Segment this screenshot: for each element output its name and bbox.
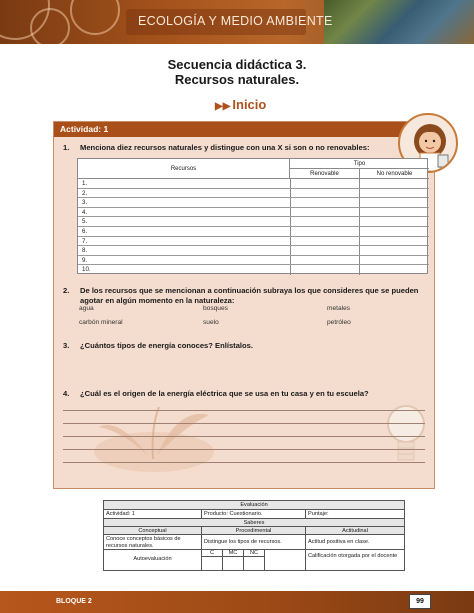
option-mc[interactable]: MC — [223, 550, 244, 557]
question-text: ¿Cuántos tipos de energía conoces? Enlístalos. — [80, 341, 254, 350]
column-header-tipo: Tipo — [290, 159, 429, 169]
word-option[interactable]: bosques — [203, 305, 228, 312]
question-number: 2. — [63, 286, 70, 295]
word-option[interactable]: carbón mineral — [79, 319, 123, 326]
row-number: 6. — [82, 228, 88, 235]
section-label: Inicio — [232, 97, 267, 112]
checkbox-mc[interactable] — [223, 557, 244, 570]
self-evaluation-label: Autoevaluación — [104, 550, 202, 570]
option-c[interactable]: C — [202, 550, 223, 557]
row-number: 10. — [82, 266, 91, 274]
swirl-decoration — [30, 8, 70, 44]
checkbox-nc[interactable] — [244, 557, 265, 570]
actitudinal-description: Actitud positiva en clase. — [306, 535, 404, 550]
table-row[interactable] — [78, 256, 429, 266]
question-number: 4. — [63, 389, 70, 398]
row-number: 8. — [82, 247, 88, 255]
word-option[interactable]: suelo — [203, 319, 219, 326]
teacher-grade-label: Calificación otorgada por el docente — [308, 553, 398, 559]
question-number: 1. — [63, 143, 70, 152]
row-number: 4. — [82, 208, 88, 216]
table-row[interactable] — [78, 265, 429, 275]
column-header-recursos: Recursos — [78, 159, 290, 179]
sequence-title: Secuencia didáctica 3. — [167, 57, 307, 72]
resources-table — [77, 158, 428, 274]
question-text-line-1: De los recursos que se mencionan a continuación subraya los que consideres que se pueden — [80, 286, 419, 295]
product-cell: Producto: Cuestionario. — [202, 510, 306, 519]
answer-line[interactable] — [63, 410, 425, 411]
block-label: BLOQUE 2 — [56, 598, 92, 605]
option-nc[interactable]: NC — [244, 550, 265, 557]
score-cell[interactable]: Puntaje: — [306, 510, 404, 519]
procedimental-header: Procedimental — [202, 527, 306, 535]
answer-line[interactable] — [63, 423, 425, 424]
answer-line[interactable] — [63, 449, 425, 450]
question-text: Menciona diez recursos naturales y distingue con una X si son o no renovables: — [80, 143, 370, 152]
word-option[interactable]: metales — [327, 305, 351, 312]
question-number: 3. — [63, 341, 70, 350]
evaluation-table — [103, 500, 405, 571]
row-number: 1. — [82, 180, 88, 187]
procedimental-description: Distingue los tipos de recursos. — [202, 535, 306, 550]
actitudinal-header: Actitudinal — [306, 527, 404, 535]
swirl-decoration — [70, 0, 120, 35]
page-number: 99 — [409, 594, 431, 609]
row-number: 3. — [82, 199, 88, 207]
question-text: ¿Cuál es el origen de la energía eléctrica que se usa en tu casa y en tu escuela? — [80, 389, 369, 398]
footer-bar — [0, 591, 474, 613]
column-header-no-renovable: No renovable — [360, 169, 429, 179]
table-row[interactable] — [78, 179, 429, 189]
table-row[interactable] — [78, 189, 429, 199]
question-2 — [63, 286, 428, 306]
row-number: 5. — [82, 218, 88, 226]
conceptual-description: Conoce conceptos básicos de recursos naturales. — [104, 535, 202, 550]
double-arrow-icon: ▶▶ — [215, 101, 231, 112]
blank-cell — [265, 550, 306, 570]
activity-label: Actividad: 1 — [54, 122, 434, 137]
nature-photo — [324, 0, 474, 44]
conceptual-header: Conceptual — [104, 527, 202, 535]
section-heading — [215, 97, 266, 112]
question-text-line-2: agotar en algún momento en la naturaleza: — [80, 296, 235, 305]
word-option[interactable]: agua — [79, 305, 94, 312]
table-row[interactable] — [78, 217, 429, 227]
column-header-renovable: Renovable — [290, 169, 360, 179]
plant-watermark — [79, 397, 229, 477]
lightbulb-watermark — [384, 402, 429, 477]
activity-cell: Actividad: 1 — [104, 510, 202, 519]
header-banner — [0, 0, 474, 44]
saberes-header: Saberes — [104, 519, 404, 527]
evaluation-title: Evaluación — [104, 501, 404, 510]
table-row[interactable] — [78, 198, 429, 208]
row-number: 2. — [82, 189, 88, 197]
table-row[interactable] — [78, 237, 429, 247]
checkbox-c[interactable] — [202, 557, 223, 570]
table-row[interactable] — [78, 246, 429, 256]
row-number: 7. — [82, 237, 88, 245]
banner-title: ECOLOGÍA Y MEDIO AMBIENTE — [138, 14, 333, 28]
table-row[interactable] — [78, 208, 429, 218]
word-option[interactable]: petróleo — [327, 319, 351, 326]
answer-line[interactable] — [63, 462, 425, 463]
sequence-subtitle: Recursos naturales. — [174, 72, 300, 87]
row-number: 9. — [82, 256, 88, 264]
answer-line[interactable] — [63, 436, 425, 437]
table-row[interactable] — [78, 227, 429, 237]
